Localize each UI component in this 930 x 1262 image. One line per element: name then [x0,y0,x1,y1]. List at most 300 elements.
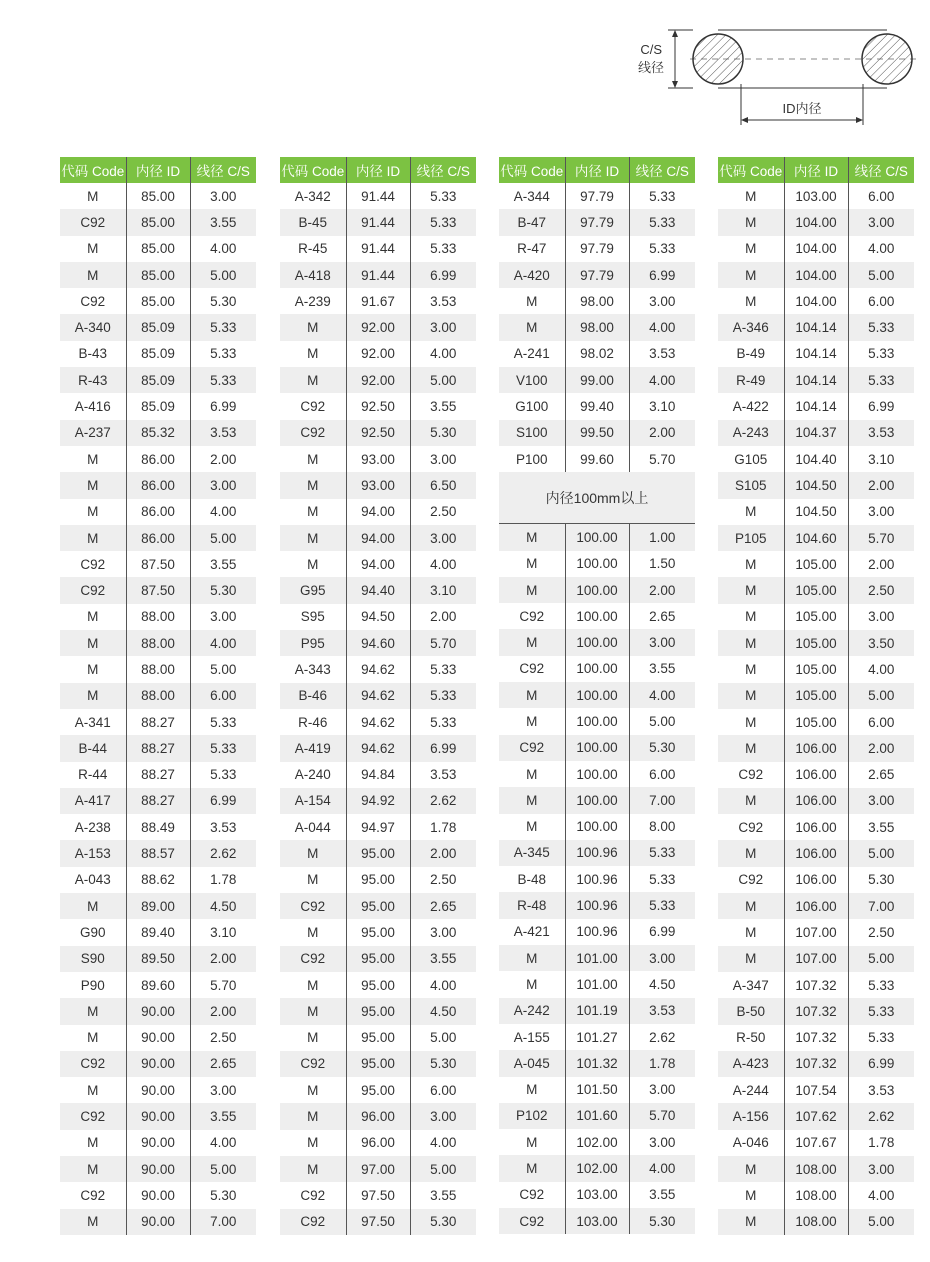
table-row [280,472,476,498]
cs-cell: 5.00 [190,525,256,551]
code-cell: M [718,288,784,314]
id-cell: 99.60 [565,446,629,472]
id-cell: 92.00 [346,314,410,340]
cs-cell: 3.00 [629,1077,695,1103]
table-row [499,1155,695,1181]
cs-cell: 3.53 [848,420,914,446]
cs-cell: 2.00 [410,840,476,866]
id-cell: 94.00 [346,551,410,577]
cs-cell: 3.00 [848,209,914,235]
cs-cell: 2.65 [410,893,476,919]
table-row [280,972,476,998]
table-row [499,814,695,840]
table-row [718,840,914,866]
id-cell: 107.32 [784,998,848,1024]
table-row [280,814,476,840]
code-cell: C92 [60,1051,126,1077]
id-cell: 88.62 [126,867,190,893]
code-cell: C92 [499,656,565,682]
id-cell: 100.00 [565,603,629,629]
cs-cell: 5.00 [848,840,914,866]
cs-cell: 5.33 [629,183,695,209]
id-cell: 91.44 [346,262,410,288]
cs-cell: 2.00 [629,577,695,603]
table-row [280,919,476,945]
table-row [280,1156,476,1182]
cs-cell: 3.00 [410,446,476,472]
size-table-2 [280,157,476,1235]
id-cell: 102.00 [565,1155,629,1181]
cs-cell: 5.33 [410,709,476,735]
cs-cell: 5.33 [190,762,256,788]
table-row [60,367,256,393]
code-cell: M [60,525,126,551]
cs-cell: 2.50 [848,919,914,945]
code-cell: A-423 [718,1051,784,1077]
code-cell: M [60,998,126,1024]
code-cell: M [280,867,346,893]
table-row [718,1130,914,1156]
code-cell: C92 [280,946,346,972]
id-cell: 104.00 [784,236,848,262]
code-cell: B-50 [718,998,784,1024]
code-cell: M [280,551,346,577]
cs-cell: 2.50 [848,577,914,603]
code-cell: A-344 [499,183,565,209]
cs-cell: 5.33 [410,183,476,209]
cs-cell: 3.55 [629,656,695,682]
id-cell: 88.57 [126,840,190,866]
code-cell: C92 [499,735,565,761]
code-cell: R-47 [499,236,565,262]
table-row [718,262,914,288]
table-row [60,209,256,235]
code-cell: A-244 [718,1077,784,1103]
code-cell: C92 [280,1209,346,1235]
cs-cell: 5.33 [410,656,476,682]
table-row [60,288,256,314]
code-cell: M [718,236,784,262]
id-cell: 95.00 [346,998,410,1024]
cs-cell: 5.33 [848,314,914,340]
cs-cell: 5.33 [848,341,914,367]
code-cell: M [499,288,565,314]
cs-cell: 5.00 [410,1156,476,1182]
code-cell: M [280,840,346,866]
cs-header: 线径 C/S [410,157,476,183]
id-cell: 100.96 [565,892,629,918]
table-row [60,183,256,209]
table-row [280,1209,476,1235]
code-cell: B-43 [60,341,126,367]
id-cell: 104.50 [784,472,848,498]
table-row [718,762,914,788]
id-cell: 94.92 [346,788,410,814]
cs-cell: 4.00 [629,314,695,340]
code-cell: G105 [718,446,784,472]
id-cell: 90.00 [126,1130,190,1156]
cs-cell: 6.00 [190,683,256,709]
table-row [280,1182,476,1208]
id-cell: 88.00 [126,604,190,630]
code-cell: P105 [718,525,784,551]
table-row [499,209,695,235]
table-row [280,341,476,367]
id-cell: 95.00 [346,1077,410,1103]
cs-cell: 2.62 [629,1024,695,1050]
code-cell: M [60,893,126,919]
code-cell: M [280,341,346,367]
id-cell: 106.00 [784,762,848,788]
code-cell: M [280,1077,346,1103]
table-row [280,1130,476,1156]
code-cell: M [718,577,784,603]
cs-cell: 5.33 [190,314,256,340]
id-cell: 107.54 [784,1077,848,1103]
code-cell: A-044 [280,814,346,840]
cs-cell: 5.33 [848,1025,914,1051]
table-row [718,341,914,367]
id-cell: 107.32 [784,972,848,998]
cs-cell: 4.00 [848,656,914,682]
cs-cell: 4.00 [190,499,256,525]
id-cell: 100.00 [565,787,629,813]
id-cell: 101.00 [565,971,629,997]
id-cell: 94.97 [346,814,410,840]
code-cell: M [718,893,784,919]
id-cell: 98.02 [565,341,629,367]
id-cell: 94.40 [346,577,410,603]
id-cell: 89.00 [126,893,190,919]
id-cell: 100.00 [565,524,629,551]
id-cell: 108.00 [784,1209,848,1235]
cs-cell: 5.33 [190,709,256,735]
id-cell: 94.60 [346,630,410,656]
code-cell: A-241 [499,341,565,367]
id-cell: 101.50 [565,1077,629,1103]
table-row [718,1077,914,1103]
cs-cell: 5.33 [848,972,914,998]
cs-cell: 6.00 [848,288,914,314]
code-cell: M [280,367,346,393]
id-cell: 107.00 [784,919,848,945]
code-cell: M [499,814,565,840]
code-cell: M [499,1155,565,1181]
id-cell: 90.00 [126,1025,190,1051]
id-cell: 88.27 [126,762,190,788]
id-cell: 97.79 [565,262,629,288]
cs-header: 线径 C/S [629,157,695,183]
code-cell: M [499,1129,565,1155]
id-label: ID内径 [782,101,822,116]
code-cell: M [499,761,565,787]
table-row [499,314,695,340]
cs-cell: 5.33 [190,735,256,761]
id-cell: 92.50 [346,393,410,419]
id-cell: 92.00 [346,367,410,393]
table-header-row [60,157,256,183]
table-row [718,288,914,314]
cs-cell: 1.78 [629,1050,695,1076]
cs-label-line1: C/S [640,42,662,57]
id-cell: 88.27 [126,735,190,761]
id-cell: 101.19 [565,998,629,1024]
code-cell: A-154 [280,788,346,814]
table-row [499,1129,695,1155]
cs-cell: 3.00 [190,604,256,630]
cs-cell: 5.70 [848,525,914,551]
table-row [499,367,695,393]
code-cell: A-417 [60,788,126,814]
code-cell: M [280,998,346,1024]
id-cell: 104.14 [784,367,848,393]
code-cell: A-045 [499,1050,565,1076]
id-cell: 91.67 [346,288,410,314]
id-cell: 103.00 [565,1182,629,1208]
cs-cell: 4.00 [848,236,914,262]
cs-cell: 2.50 [190,1025,256,1051]
code-cell: C92 [280,1051,346,1077]
id-cell: 90.00 [126,1051,190,1077]
code-cell: M [280,472,346,498]
code-cell: A-043 [60,867,126,893]
code-cell: B-46 [280,683,346,709]
id-cell: 92.50 [346,420,410,446]
code-cell: A-239 [280,288,346,314]
code-cell: M [280,919,346,945]
id-cell: 87.50 [126,551,190,577]
cs-cell: 2.62 [190,840,256,866]
cs-cell: 2.00 [190,998,256,1024]
cs-cell: 5.00 [190,656,256,682]
id-cell: 100.96 [565,840,629,866]
id-cell: 101.60 [565,1103,629,1129]
table-row [60,762,256,788]
table-header-row [499,157,695,183]
id-cell: 90.00 [126,1209,190,1235]
cs-cell: 3.00 [190,472,256,498]
code-cell: M [60,1077,126,1103]
code-cell: M [60,683,126,709]
cs-cell: 6.50 [410,472,476,498]
id-cell: 85.09 [126,341,190,367]
code-cell: M [718,1182,784,1208]
id-cell: 88.27 [126,788,190,814]
table-row [280,262,476,288]
cs-cell: 3.55 [410,1182,476,1208]
table-row [60,814,256,840]
code-cell: A-046 [718,1130,784,1156]
id-cell: 91.44 [346,209,410,235]
id-cell: 106.00 [784,893,848,919]
cs-cell: 4.00 [410,1130,476,1156]
table-row [280,367,476,393]
table-row [718,499,914,525]
table-row [60,1209,256,1235]
code-cell: M [499,551,565,577]
code-cell: S90 [60,946,126,972]
table-row [499,866,695,892]
table-row [499,603,695,629]
right-cross-section-circle [862,34,912,84]
id-cell: 85.00 [126,209,190,235]
table-row [60,1182,256,1208]
code-cell: A-343 [280,656,346,682]
table-row [60,472,256,498]
table-row [60,236,256,262]
cs-cell: 3.53 [629,341,695,367]
cs-cell: 6.00 [848,709,914,735]
id-cell: 100.00 [565,629,629,655]
code-cell: M [718,183,784,209]
table-row [499,1182,695,1208]
table-row [718,1103,914,1129]
id-cell: 100.96 [565,866,629,892]
table-row [499,551,695,577]
table-row [499,183,695,209]
table-row [499,1077,695,1103]
id-cell: 94.50 [346,604,410,630]
table-row [60,656,256,682]
table-row [499,708,695,734]
id-cell: 100.96 [565,919,629,945]
table-row [718,183,914,209]
cs-cell: 5.00 [848,262,914,288]
code-cell: M [499,577,565,603]
table-row [60,840,256,866]
id-cell: 90.00 [126,1182,190,1208]
code-cell: M [718,499,784,525]
size-table-4 [718,157,914,1235]
id-cell: 88.27 [126,709,190,735]
code-cell: M [718,709,784,735]
code-cell: M [499,524,565,551]
code-cell: R-50 [718,1025,784,1051]
cs-header: 线径 C/S [190,157,256,183]
id-cell: 85.09 [126,393,190,419]
code-cell: M [280,1103,346,1129]
id-cell: 85.00 [126,236,190,262]
code-cell: M [60,262,126,288]
table-row [280,236,476,262]
cs-cell: 2.65 [190,1051,256,1077]
table-row [718,525,914,551]
cs-cell: 3.55 [190,1103,256,1129]
code-cell: C92 [60,577,126,603]
id-cell: 108.00 [784,1156,848,1182]
table-row [60,867,256,893]
cs-cell: 3.00 [629,1129,695,1155]
code-cell: B-44 [60,735,126,761]
cs-cell: 3.53 [190,814,256,840]
code-header: 代码 Code [718,157,784,183]
cs-label-line2: 线径 [637,60,664,75]
table-row [718,551,914,577]
id-cell: 88.49 [126,814,190,840]
table-row [718,472,914,498]
table-row [280,762,476,788]
table-row [718,788,914,814]
id-cell: 98.00 [565,288,629,314]
id-cell: 94.62 [346,709,410,735]
id-cell: 97.79 [565,236,629,262]
table-row [718,630,914,656]
cs-cell: 5.30 [629,1208,695,1234]
id-cell: 105.00 [784,604,848,630]
cs-cell: 5.30 [410,1051,476,1077]
table-row [718,446,914,472]
id-cell: 103.00 [784,183,848,209]
cs-cell: 3.00 [190,1077,256,1103]
code-cell: M [499,629,565,655]
id-cell: 107.00 [784,946,848,972]
code-cell: M [60,446,126,472]
table-row [60,525,256,551]
cs-cell: 3.53 [410,288,476,314]
size-table-3 [499,157,695,1234]
table-row [60,604,256,630]
id-cell: 89.50 [126,946,190,972]
cs-cell: 3.55 [410,946,476,972]
table-row [280,1025,476,1051]
table-row [718,1209,914,1235]
table-row [60,1103,256,1129]
cs-cell: 1.78 [410,814,476,840]
id-cell: 88.00 [126,630,190,656]
code-cell: C92 [60,1182,126,1208]
table-row [499,998,695,1024]
table-row [499,1050,695,1076]
cs-cell: 6.99 [190,393,256,419]
cs-cell: 1.78 [848,1130,914,1156]
table-row [280,314,476,340]
code-cell: B-45 [280,209,346,235]
table-row [718,367,914,393]
code-cell: M [280,1025,346,1051]
table-row [280,946,476,972]
table-row [499,577,695,603]
code-cell: A-342 [280,183,346,209]
cs-cell: 5.33 [629,892,695,918]
table-row [499,735,695,761]
cs-cell: 1.50 [629,551,695,577]
table-row [60,919,256,945]
cs-cell: 3.10 [190,919,256,945]
id-cell: 100.00 [565,814,629,840]
cs-cell: 5.30 [190,1182,256,1208]
table-row [60,420,256,446]
id-cell: 105.00 [784,709,848,735]
id-header: 内径 ID [565,157,629,183]
id-cell: 104.50 [784,499,848,525]
code-cell: A-421 [499,919,565,945]
id-cell: 107.32 [784,1025,848,1051]
cs-cell: 5.33 [848,998,914,1024]
code-cell: B-49 [718,341,784,367]
table-row [499,288,695,314]
code-cell: A-422 [718,393,784,419]
table-row [499,524,695,551]
cs-cell: 2.65 [629,603,695,629]
id-cell: 95.00 [346,867,410,893]
cs-cell: 4.50 [629,971,695,997]
id-cell: 100.00 [565,735,629,761]
id-cell: 88.00 [126,656,190,682]
id-cell: 99.50 [565,420,629,446]
table-row [60,946,256,972]
table-row [718,604,914,630]
id-cell: 105.00 [784,551,848,577]
